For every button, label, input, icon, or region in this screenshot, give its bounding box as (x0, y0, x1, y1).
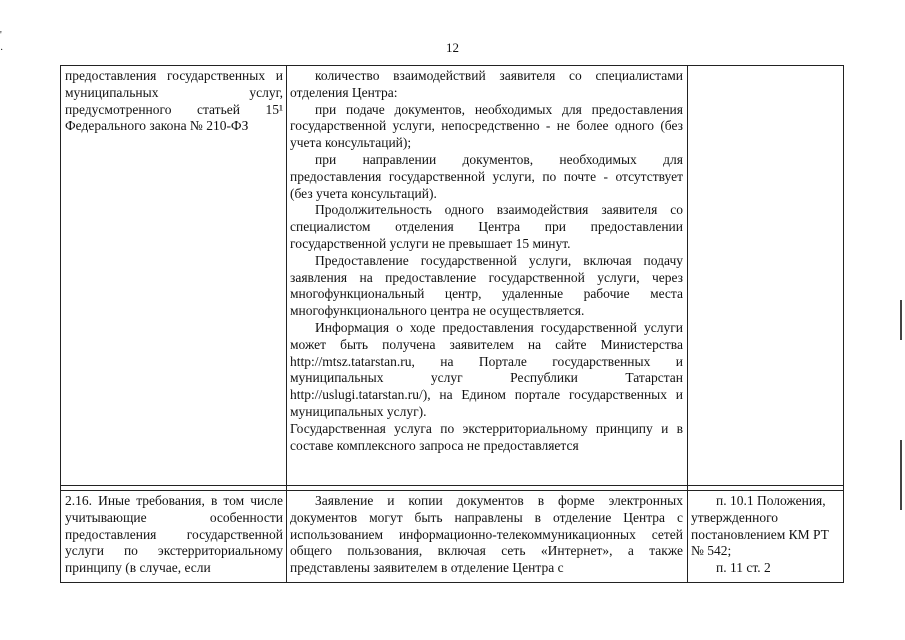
row-divider (61, 485, 843, 486)
requirement-title: 2.16. Иные требования, в том числе учитывающие особенности предоставления государственной услуги по экстерриториальному принципу (в случае, если (65, 493, 283, 576)
paragraph: Заявление и копии документов в форме электронных документов могут быть направлены в отделение Центра с использованием информационно-телекоммуникационных сетей общего пользования, включая сеть «Интернет», а также представлены заявителем в отделение Центра с (290, 493, 683, 576)
requirements-table (60, 65, 844, 583)
row2-col3-cell (691, 493, 841, 577)
column-divider (286, 66, 287, 582)
scan-mark: · (0, 45, 4, 56)
paragraph: при направлении документов, необходимых для предоставления государственной услуги, по почте - отсутствует (без учета консультаций). (290, 151, 683, 201)
paragraph: количество взаимодействий заявителя со специалистами отделения Центра: (290, 68, 683, 100)
paragraph: Продолжительность одного взаимодействия заявителя со специалистом отделения Центра при предоставлении государственной услуги не превышает 15 минут. (290, 202, 683, 251)
page-number: 12 (446, 40, 459, 55)
paragraph: при подаче документов, необходимых для предоставления государственной услуги, непосредственно - не более одного (без учета консультаций); (290, 101, 683, 151)
service-description: предоставления государственных и муниципальных услуг, предусмотренного статьей 15¹ Федерального закона № 210-ФЗ (65, 68, 283, 134)
row1-col1-cell (65, 68, 283, 135)
scan-mark: ' (0, 30, 2, 41)
legal-reference: п. 10.1 Положения, утвержденного постановлением КМ РТ № 542; (691, 493, 829, 559)
paragraph: Предоставление государственной услуги, включая подачу заявления на предоставление государственной услуги, через многофункциональный центр, удаленные рабочие места многофункционального центра не осуществляется. (290, 252, 683, 319)
column-divider (687, 66, 688, 582)
row2-col1-cell (65, 493, 283, 577)
paragraph: Государственная услуга по экстерриториальному принципу и в составе комплексного запроса не предоставляется (290, 420, 683, 453)
legal-reference: п. 11 ст. 2 (716, 560, 771, 576)
row-divider (61, 490, 843, 491)
scan-edge (900, 300, 902, 340)
row2-col2-cell (290, 493, 683, 577)
scan-edge (900, 440, 902, 510)
paragraph: Информация о ходе предоставления государственной услуги может быть получена заявителем на сайте Министерства http://mtsz.tatarstan.ru, на Портале государственных и муниципальных услуг Республики Татарстан http://uslugi.tatarstan.ru/), на Едином портале государственных и муниципальных услуг). (290, 319, 683, 419)
row1-col2-cell (290, 68, 683, 454)
